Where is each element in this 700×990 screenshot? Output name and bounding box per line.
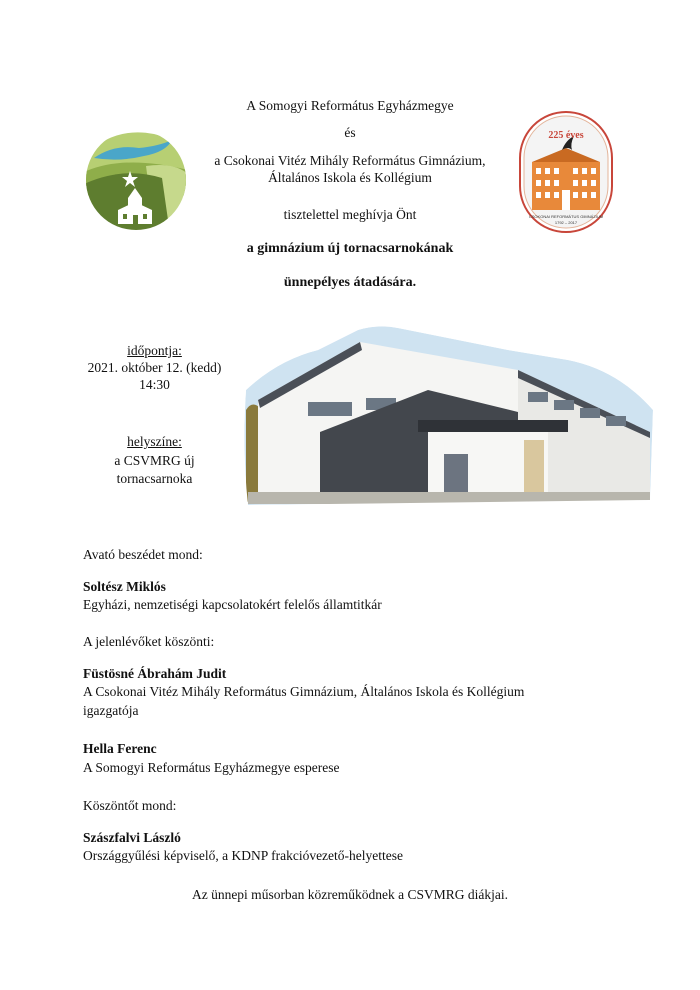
event-title-line1: a gimnázium új tornacsarnokának [246, 241, 454, 256]
event-title-line2: ünnepélyes átadására. [283, 275, 417, 290]
organizer-2-line1: a Csokonai Vitéz Mihály Református Gimnázium, [214, 153, 486, 168]
founding-dates: 1792 – 2017 [554, 220, 578, 225]
event-time: 14:30 [139, 377, 170, 392]
organizer-2-line2: Általános Iskola és Kollégium [268, 170, 432, 185]
speech-label: Avató beszédet mond: [83, 547, 203, 562]
greet-label: A jelenlévőket köszönti: [83, 634, 215, 649]
speaker-4-title: Országgyűlési képviselő, a KDNP frakcióvezető-helyettese [83, 848, 404, 863]
place-line2: tornacsarnoka [116, 471, 193, 486]
anniversary-logo [518, 110, 614, 234]
speaker-1-title: Egyházi, nemzetiségi kapcsolatokért felelős államtitkár [83, 597, 382, 612]
toast-label: Köszöntőt mond: [83, 798, 177, 813]
organizer-1: A Somogyi Református Egyházmegye [246, 98, 454, 113]
years-label: 225 éves [548, 130, 584, 141]
speaker-4-name: Szászfalvi László [83, 830, 181, 845]
arc-text: CSOKONAI REFORMÁTUS GIMNÁZIUM [528, 214, 604, 219]
speaker-2-title-line1: A Csokonai Vitéz Mihály Református Gimnázium, Általános Iskola és Kollégium [83, 684, 525, 699]
event-date: 2021. október 12. (kedd) [87, 360, 222, 375]
speaker-3-title: A Somogyi Református Egyházmegye esperese [83, 760, 340, 775]
gym-building-photo [238, 320, 658, 510]
place-label: helyszíne: [127, 434, 182, 449]
church-logo [84, 126, 188, 234]
speaker-2-name: Füstösné Ábrahám Judit [83, 666, 227, 681]
invitation-text: tisztelettel meghívja Önt [283, 207, 417, 222]
speaker-2-title-line2: igazgatója [83, 703, 139, 718]
time-label: időpontja: [127, 343, 182, 358]
speaker-3-name: Hella Ferenc [83, 741, 157, 756]
place-line1: a CSVMRG új [114, 453, 195, 468]
conjunction: és [344, 125, 356, 140]
footer-note: Az ünnepi műsorban közreműködnek a CSVMRG diákjai. [191, 887, 509, 902]
speaker-1-name: Soltész Miklós [83, 579, 166, 594]
